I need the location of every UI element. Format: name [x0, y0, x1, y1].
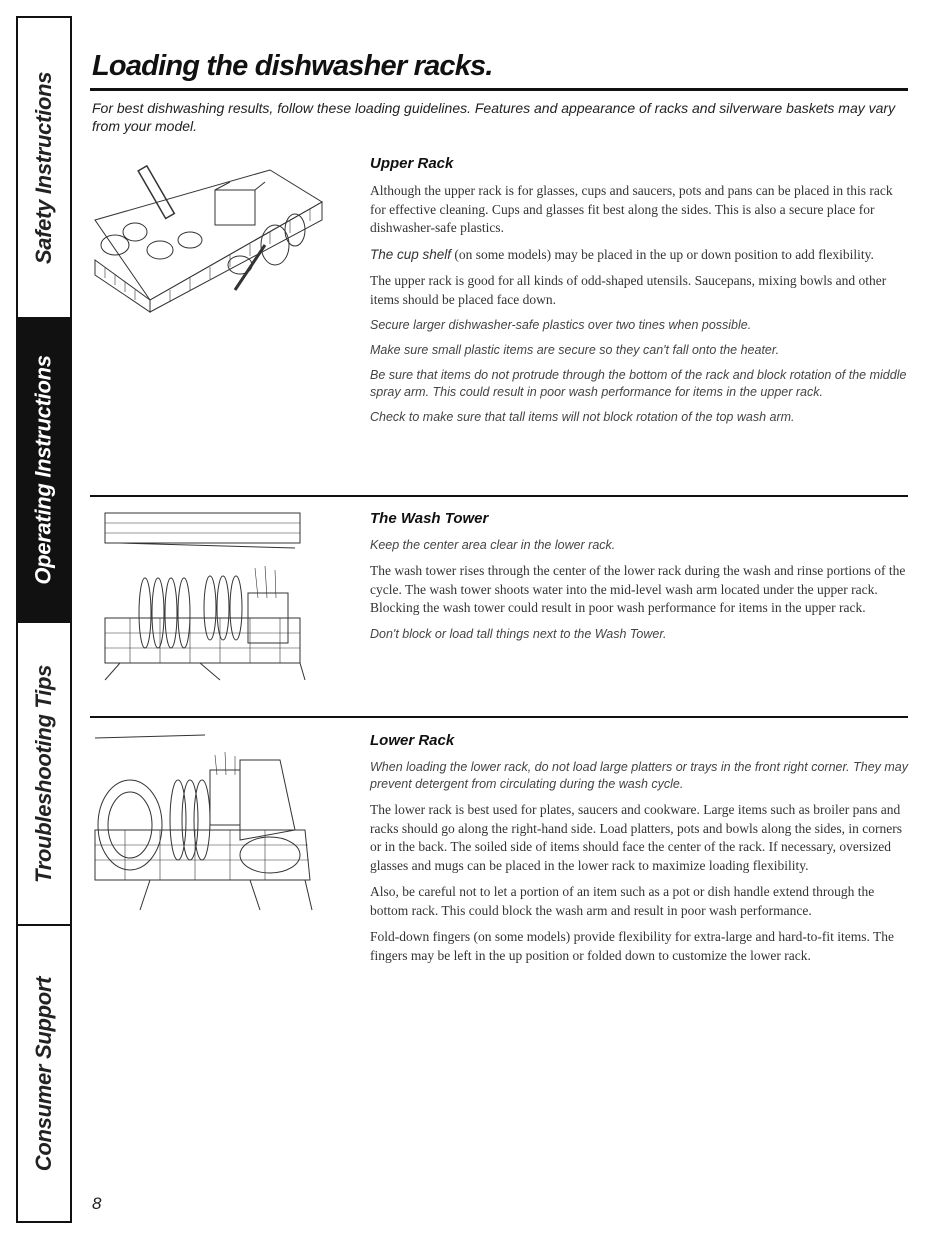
upper-rack-illustration [90, 150, 325, 315]
section-tab-bar [16, 16, 72, 1223]
lower-rack-section [370, 732, 908, 973]
wash-tower-paragraph: The wash tower rises through the center of the lower rack during the wash and rinse portions of the cycle. The wash tower shoots water into the mid-level wash arm located under the upper rack. Blocking the wash tower could result in poor wash performance for items in the upper rack. [370, 563, 906, 615]
intro-text: For best dishwashing results, follow these loading guidelines. Features and appearance of racks and silverware baskets may vary from your model. [92, 100, 896, 134]
upper-rack-paragraph: Although the upper rack is for glasses, cups and saucers, pots and pans can be placed in this rack for effective cleaning. Cups and glasses fit best along the sides. This is also a secure place for dishwasher-safe plastics. [370, 183, 893, 235]
title-rule [90, 88, 908, 91]
lower-rack-paragraph: Also, be careful not to let a portion of an item such as a pot or dish handle extend through the bottom rack. This could block the wash arm and result in poor wash performance. [370, 884, 875, 918]
upper-rack-section [370, 155, 908, 434]
wash-tower-note: Keep the center area clear in the lower rack. [370, 538, 616, 552]
page-number: 8 [92, 1194, 102, 1213]
wash-tower-section [370, 510, 908, 651]
lower-rack-paragraph: Fold-down fingers (on some models) provide flexibility for extra-large and hard-to-fit items. The fingers may be left in the up position or folded down to customize the lower rack. [370, 929, 894, 963]
upper-rack-heading: Upper Rack [370, 155, 454, 172]
tab-consumer-support[interactable]: Consumer Support [31, 976, 56, 1171]
wash-tower-illustration [100, 508, 310, 683]
section-divider [90, 716, 908, 718]
wash-tower-heading: The Wash Tower [370, 510, 489, 527]
wash-tower-note: Don't block or load tall things next to the Wash Tower. [370, 626, 667, 641]
upper-rack-note: Be sure that items do not protrude through the bottom of the rack and block rotation of the middle spray arm. This could result in poor wash performance for items in the upper rack. [370, 368, 907, 399]
upper-rack-paragraph: The upper rack is good for all kinds of odd-shaped utensils. Saucepans, mixing bowls and other items should be placed face down. [370, 273, 887, 307]
upper-rack-note: Secure larger dishwasher-safe plastics over two tines when possible. [370, 318, 752, 332]
cup-shelf-text: (on some models) may be placed in the up or down position to add flexibility. [451, 246, 874, 262]
lower-rack-illustration [90, 730, 315, 915]
upper-rack-note: Check to make sure that tall items will not block rotation of the top wash arm. [370, 410, 795, 424]
tab-troubleshooting-tips[interactable]: Troubleshooting Tips [18, 623, 70, 926]
upper-rack-note: Make sure small plastic items are secure so they can't fall onto the heater. [370, 343, 780, 357]
page-title: Loading the dishwasher racks. [92, 50, 493, 82]
cup-shelf-paragraph [370, 246, 908, 265]
cup-shelf-lead: The cup shelf [370, 246, 452, 262]
lower-rack-heading: Lower Rack [370, 732, 455, 749]
tab-operating-instructions[interactable]: Operating Instructions [18, 319, 70, 623]
section-divider [90, 495, 908, 497]
lower-rack-note: When loading the lower rack, do not load large platters or trays in the front right corner. They may prevent detergent from circulating during the wash cycle. [370, 760, 908, 791]
lower-rack-paragraph: The lower rack is best used for plates, saucers and cookware. Large items such as broiler pans and racks should go along the right-hand side. Load platters, pots and bowls along the sides, in corners or in the back. The soiled side of items should face the center of the rack. If necessary, oversized glasses and mugs can be placed in the lower rack to maximize loading flexibility. [370, 802, 903, 873]
tab-safety-instructions[interactable]: Safety Instructions [18, 18, 70, 319]
